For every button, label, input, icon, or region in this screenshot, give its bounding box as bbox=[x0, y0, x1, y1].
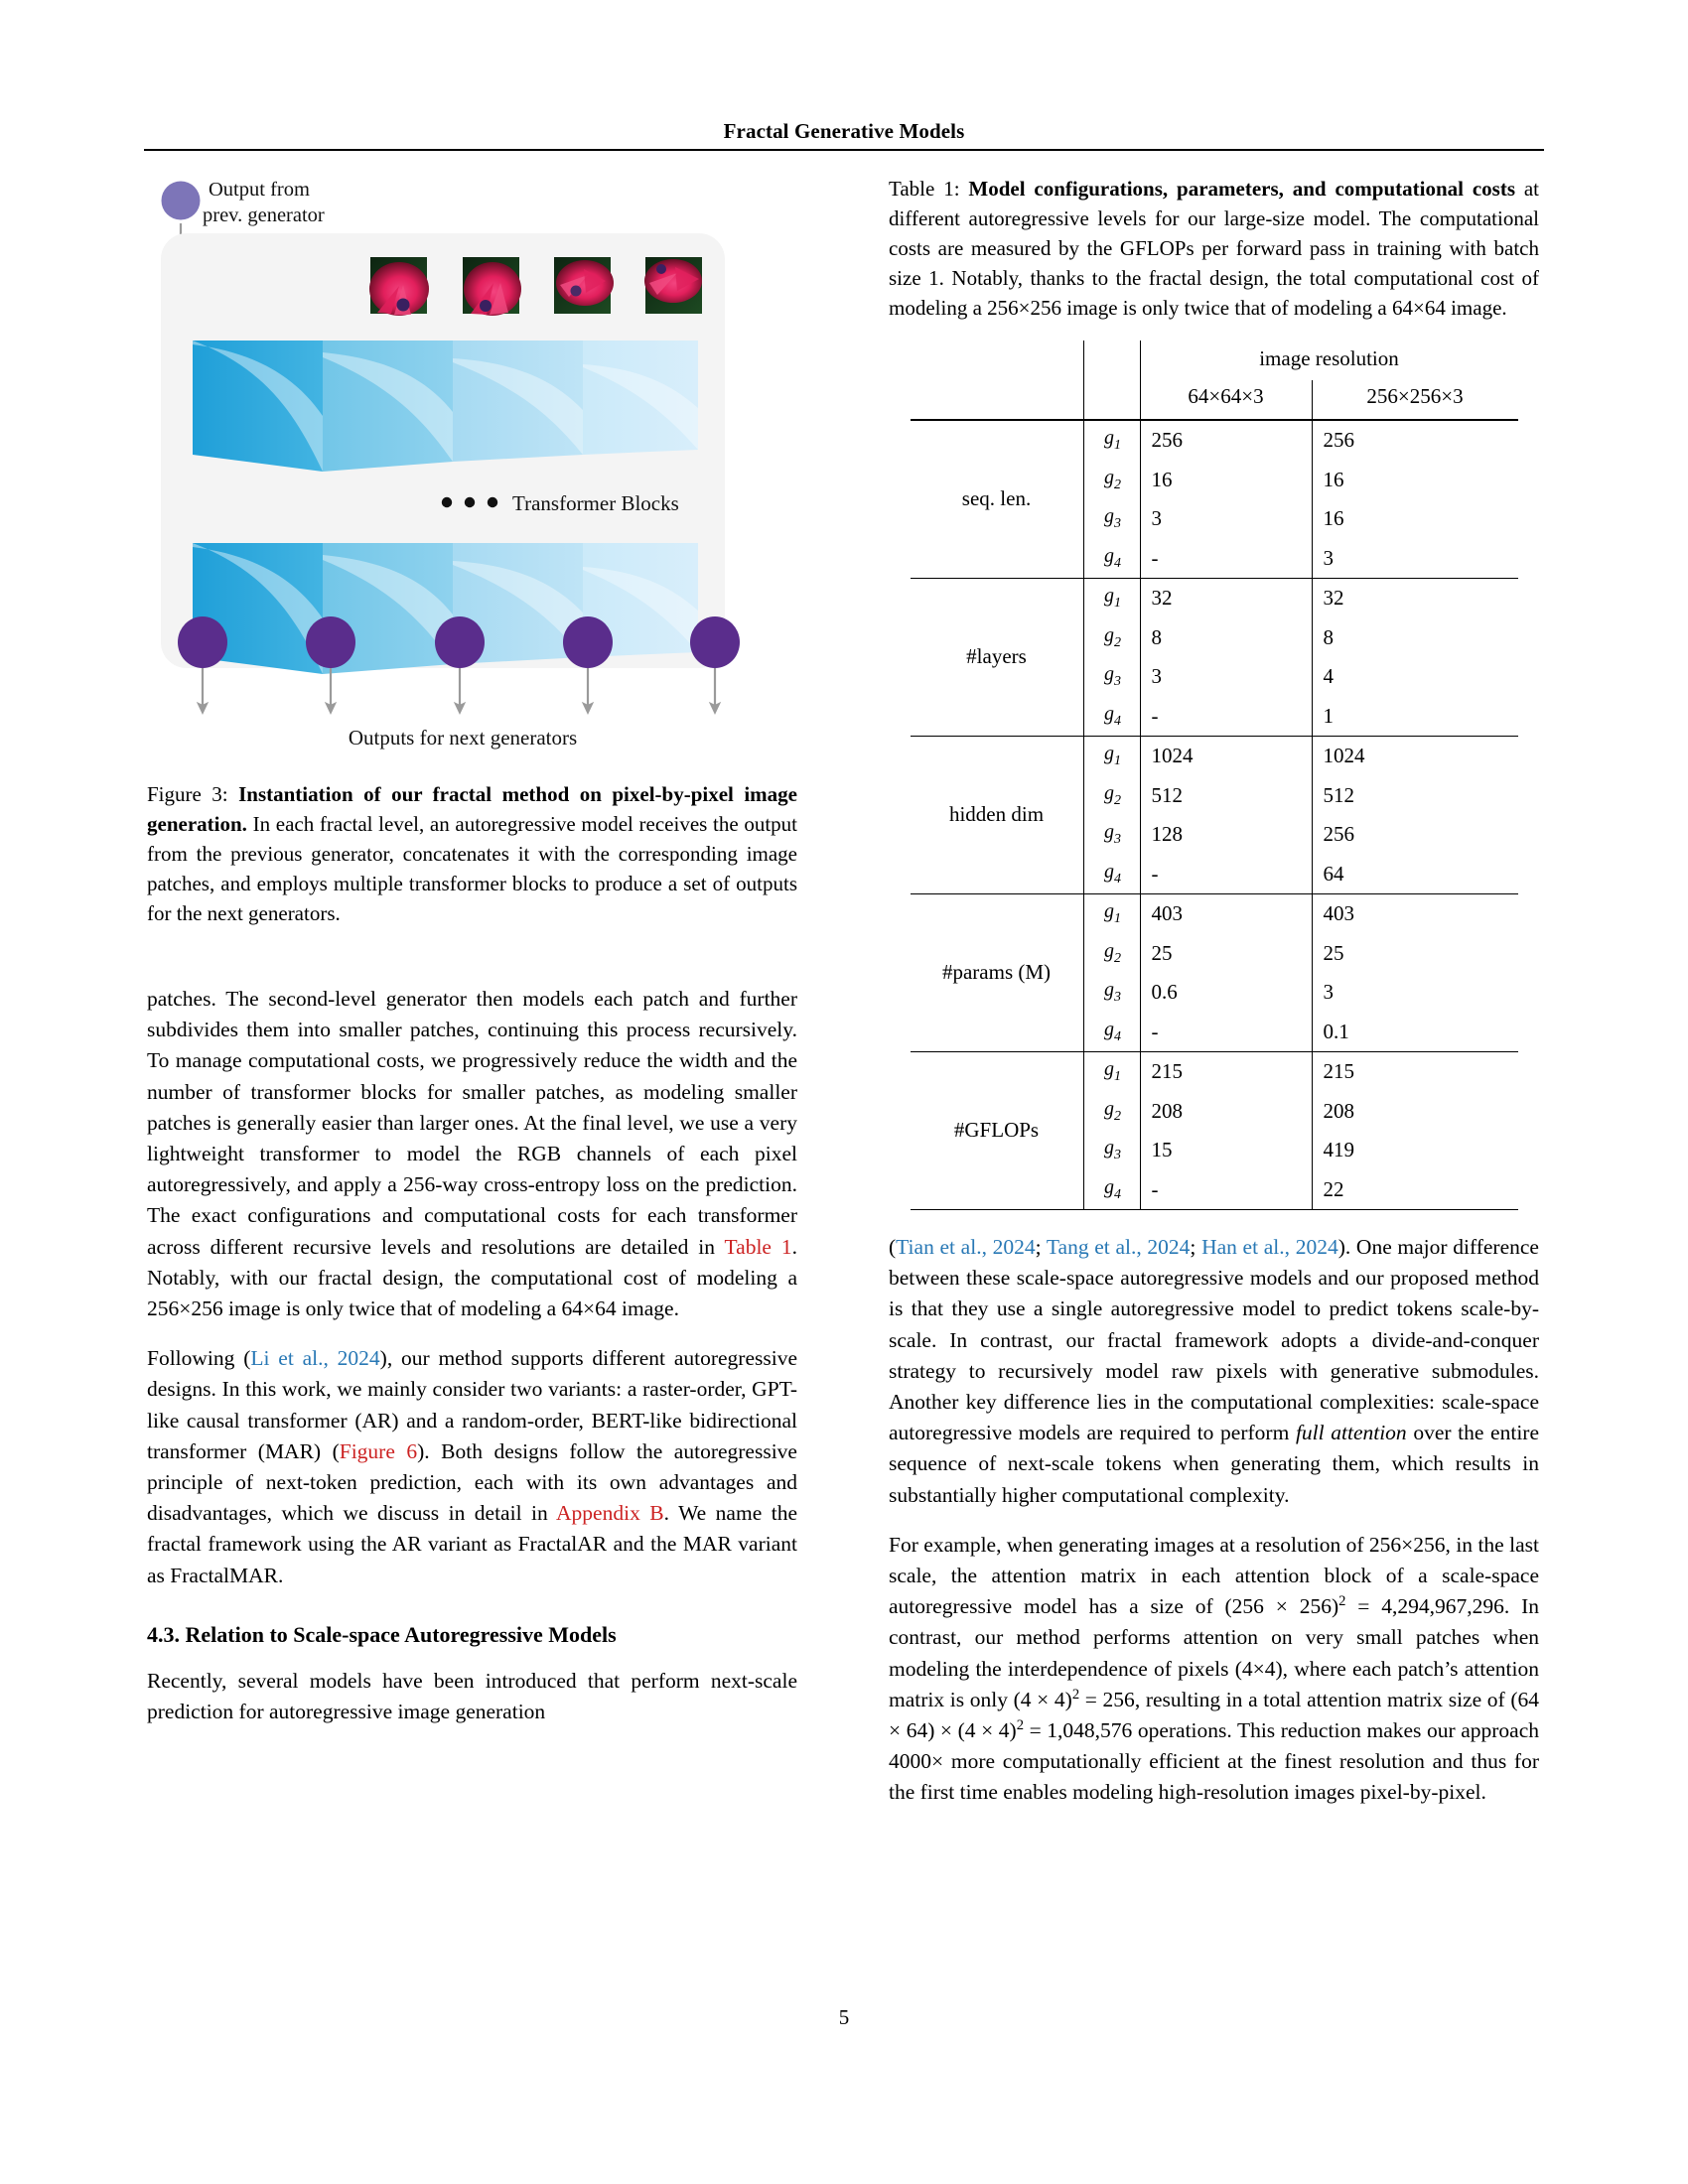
math-1-base: (256 × 256) bbox=[1224, 1594, 1339, 1619]
cell-value: - bbox=[1140, 855, 1312, 894]
left-p2-part-c: ). Both designs follow the autoregressive principle of next-token prediction, each with its own advantages and disadvantages, which we discuss in detail in bbox=[147, 1438, 797, 1526]
table-header-row-resolution bbox=[911, 341, 1518, 380]
right-p2-part-b: . In contrast, our method performs attention on very small patches when modeling the interdependence of pixels (4×4), where each patch’s attention matrix is only bbox=[889, 1594, 1539, 1711]
left-p2-part-d: . We name the fractal framework using the AR variant as FractalAR and the MAR variant as FractalMAR. bbox=[147, 1501, 797, 1587]
cell-value: 4 bbox=[1312, 657, 1518, 697]
cell-value: - bbox=[1140, 697, 1312, 737]
level-label: $g_1$ bbox=[1083, 737, 1140, 776]
image-patch bbox=[463, 257, 521, 316]
citation-li-2024[interactable]: Li et al., 2024 bbox=[250, 1346, 380, 1371]
table-1-reference-link[interactable]: Table 1 bbox=[724, 1234, 792, 1259]
right-p2-part-d: operations. This reduction makes our approach bbox=[1132, 1718, 1539, 1743]
appendix-b-reference-link[interactable]: Appendix B bbox=[556, 1501, 664, 1526]
output-token-circle bbox=[690, 616, 740, 668]
math-3-base: (64 × 64) × (4 × 4) bbox=[889, 1687, 1540, 1743]
emphasis-full-attention: full attention bbox=[1295, 1421, 1407, 1445]
right-p1-open: ( bbox=[889, 1235, 897, 1259]
figure-bottom-label: Outputs for next generators bbox=[348, 726, 578, 750]
right-p2-part-c: , resulting in a total attention matrix size of bbox=[1134, 1687, 1511, 1711]
math-3-exponent: 2 bbox=[1016, 1716, 1024, 1733]
table-row bbox=[911, 1052, 1518, 1092]
row-group-label-params: #params (M) bbox=[911, 894, 1084, 1052]
output-token-circle bbox=[435, 616, 485, 668]
table-superheader: image resolution bbox=[1140, 341, 1518, 380]
image-patch bbox=[369, 257, 429, 316]
cell-value: 8 bbox=[1312, 618, 1518, 658]
cell-value: 512 bbox=[1312, 776, 1518, 816]
input-token-circle bbox=[162, 182, 201, 220]
cell-value: 419 bbox=[1312, 1131, 1518, 1170]
model-configurations-table bbox=[911, 341, 1518, 1210]
level-label: $g_3$ bbox=[1083, 1131, 1140, 1170]
level-label: $g_4$ bbox=[1083, 1013, 1140, 1052]
figure-3 bbox=[147, 174, 797, 769]
cell-value: 32 bbox=[1140, 579, 1312, 618]
left-column bbox=[147, 174, 797, 1746]
level-label: $g_2$ bbox=[1083, 1092, 1140, 1132]
right-p1-part-a: ). One major difference between these scale-space autoregressive models and our proposed method is that they use a single autoregressive model to predict tokens scale-by-scale. In contrast, our fractal framework adopts a divide-and-conquer strategy to recursively model raw pixels with generative submodules. Another key difference lies in the computational complexities: scale-space autoregressive models are required to perform bbox=[889, 1235, 1539, 1445]
right-column bbox=[889, 174, 1539, 1828]
figure-caption-prefix: Figure 3: bbox=[147, 782, 239, 806]
figure-3-diagram bbox=[147, 174, 797, 769]
cell-value: 32 bbox=[1312, 579, 1518, 618]
citation-han-2024[interactable]: Han et al., 2024 bbox=[1201, 1235, 1338, 1259]
figure-caption-body: In each fractal level, an autoregressive model receives the output from the previous generator, concatenates it with the corresponding image patches, and employs multiple transformer blocks to produce a set of outputs for the next generators. bbox=[147, 812, 797, 925]
cell-value: 15 bbox=[1140, 1131, 1312, 1170]
left-paragraph-3: Recently, several models have been introduced that perform next-scale prediction for autoregressive image generation bbox=[147, 1668, 797, 1724]
cell-value: 16 bbox=[1312, 461, 1518, 500]
table-1-container bbox=[889, 341, 1539, 1210]
table-col-header-2: 256×256×3 bbox=[1312, 380, 1518, 420]
level-label: $g_2$ bbox=[1083, 776, 1140, 816]
output-token-circle bbox=[178, 616, 227, 668]
cell-value: 3 bbox=[1312, 973, 1518, 1013]
right-p2-part-a: For example, when generating images at a resolution of 256×256, in the last scale, the attention matrix in each attention block of a scale-space autoregressive model has a size of bbox=[889, 1532, 1539, 1619]
cell-value: 512 bbox=[1140, 776, 1312, 816]
right-paragraph-1 bbox=[889, 1232, 1539, 1511]
table-caption-prefix: Table 1: bbox=[889, 177, 969, 201]
cell-value: 256 bbox=[1140, 420, 1312, 461]
table-caption-title: Model configurations, parameters, and computational costs bbox=[968, 177, 1515, 201]
cell-value: - bbox=[1140, 1013, 1312, 1052]
math-expression-1 bbox=[1224, 1594, 1503, 1618]
left-p1-part-b: . Notably, with our fractal design, the computational cost of modeling a 256×256 image is only twice that of modeling a 64×64 image. bbox=[147, 1234, 797, 1321]
cite-sep: ; bbox=[1190, 1235, 1202, 1259]
cite-sep: ; bbox=[1035, 1235, 1047, 1259]
right-paragraph-2 bbox=[889, 1530, 1539, 1809]
left-paragraph-2 bbox=[147, 1343, 797, 1591]
table-col-header-1: 64×64×3 bbox=[1140, 380, 1312, 420]
section-heading-4-3: 4.3. Relation to Scale-space Autoregressive Models bbox=[147, 1621, 617, 1647]
table-caption-body: at different autoregressive levels for our large-size model. The computational costs are measured by the GFLOPs per forward pass in training with batch size 1. Notably, thanks to the fractal design, the total computational cost of modeling a 256×256 image is only twice that of modeling a 64×64 image. bbox=[889, 177, 1540, 320]
level-label: $g_2$ bbox=[1083, 618, 1140, 658]
transformer-block-band-upper bbox=[193, 341, 698, 472]
right-p1-part-b: over the entire sequence of next-scale tokens when generating them, which results in substantially higher computational complexity. bbox=[889, 1421, 1540, 1507]
cell-value: 64 bbox=[1312, 855, 1518, 894]
level-label: $g_3$ bbox=[1083, 815, 1140, 855]
cell-value: 22 bbox=[1312, 1170, 1518, 1210]
cell-value: 8 bbox=[1140, 618, 1312, 658]
output-token-circle bbox=[306, 616, 355, 668]
cell-value: 256 bbox=[1312, 420, 1518, 461]
table-header-row-columns bbox=[911, 380, 1518, 420]
table-bottom-rule bbox=[911, 1210, 1518, 1211]
cell-value: 403 bbox=[1312, 894, 1518, 934]
level-label: $g_2$ bbox=[1083, 461, 1140, 500]
page-number: 5 bbox=[838, 2005, 850, 2029]
image-patch bbox=[554, 257, 614, 314]
cell-value: 128 bbox=[1140, 815, 1312, 855]
cell-value: - bbox=[1140, 539, 1312, 579]
svg-text:Output from: Output from bbox=[209, 179, 310, 201]
math-expression-4: 4000× bbox=[889, 1749, 944, 1774]
cell-value: 1024 bbox=[1312, 737, 1518, 776]
citation-tang-2024[interactable]: Tang et al., 2024 bbox=[1046, 1235, 1191, 1259]
level-label: $g_3$ bbox=[1083, 973, 1140, 1013]
table-1-caption bbox=[889, 174, 1539, 323]
left-paragraph-1 bbox=[147, 984, 797, 1324]
output-token-circle bbox=[563, 616, 613, 668]
cell-value: 208 bbox=[1312, 1092, 1518, 1132]
cell-value: 403 bbox=[1140, 894, 1312, 934]
row-group-label-layers: #layers bbox=[911, 579, 1084, 737]
math-1-exponent: 2 bbox=[1338, 1593, 1346, 1610]
image-patch bbox=[644, 257, 702, 314]
citation-tian-2024[interactable]: Tian et al., 2024 bbox=[896, 1235, 1036, 1259]
cell-value: 0.1 bbox=[1312, 1013, 1518, 1052]
level-label: $g_2$ bbox=[1083, 934, 1140, 974]
math-expression-2 bbox=[1014, 1688, 1135, 1711]
cell-value: 3 bbox=[1140, 657, 1312, 697]
cell-value: 0.6 bbox=[1140, 973, 1312, 1013]
cell-value: 25 bbox=[1140, 934, 1312, 974]
level-label: $g_4$ bbox=[1083, 855, 1140, 894]
table-row bbox=[911, 737, 1518, 776]
level-label: $g_4$ bbox=[1083, 1170, 1140, 1210]
cell-value: 1 bbox=[1312, 697, 1518, 737]
cell-value: - bbox=[1140, 1170, 1312, 1210]
level-label: $g_1$ bbox=[1083, 1052, 1140, 1092]
cell-value: 3 bbox=[1312, 539, 1518, 579]
cell-value: 3 bbox=[1140, 499, 1312, 539]
level-label: $g_1$ bbox=[1083, 894, 1140, 934]
running-header: Fractal Generative Models bbox=[723, 119, 965, 143]
row-group-label-hidden-dim: hidden dim bbox=[911, 737, 1084, 894]
header-rule bbox=[144, 149, 1544, 151]
table-row bbox=[911, 420, 1518, 461]
math-2-base: (4 × 4) bbox=[1013, 1687, 1072, 1711]
math-2-exponent: 2 bbox=[1071, 1686, 1080, 1703]
table-row bbox=[911, 894, 1518, 934]
row-group-label-seq-len: seq. len. bbox=[911, 420, 1084, 579]
output-arrow-row bbox=[203, 668, 715, 708]
right-p2-part-e: more computationally efficient at the finest resolution and thus for the first time enables modeling high-resolution images pixel-by-pixel. bbox=[889, 1749, 1539, 1805]
left-p2-part-a: Following ( bbox=[147, 1346, 251, 1371]
row-group-label-gflops: #GFLOPs bbox=[911, 1052, 1084, 1210]
left-p2-part-b: ), our method supports different autoregressive designs. In this work, we mainly consider two variants: a raster-order, GPT-like causal transformer (AR) and a random-order, BERT-like bidirectional transformer (MAR) ( bbox=[147, 1346, 797, 1463]
svg-text:prev. generator: prev. generator bbox=[203, 205, 325, 226]
level-label: $g_3$ bbox=[1083, 657, 1140, 697]
figure-3-caption bbox=[147, 779, 797, 928]
level-label: $g_1$ bbox=[1083, 420, 1140, 461]
level-label: $g_4$ bbox=[1083, 539, 1140, 579]
table-row bbox=[911, 579, 1518, 618]
cell-value: 208 bbox=[1140, 1092, 1312, 1132]
cell-value: 215 bbox=[1140, 1052, 1312, 1092]
level-label: $g_4$ bbox=[1083, 697, 1140, 737]
figure-caption-title: Instantiation of our fractal method on pixel-by-pixel image generation. bbox=[147, 782, 797, 836]
svg-text:Transformer Blocks: Transformer Blocks bbox=[512, 491, 679, 515]
level-label: $g_1$ bbox=[1083, 579, 1140, 618]
level-label: $g_3$ bbox=[1083, 499, 1140, 539]
left-p1-part-a: patches. The second-level generator then models each patch and further subdivides them into smaller patches, continuing this process recursively. To manage computational costs, we progressively reduce the width and the number of transformer blocks for smaller patches, as modeling smaller patches is generally easier than larger ones. At the final level, we use a very lightweight transformer to model the RGB channels of each pixel autoregressively, and apply a 256-way cross-entropy loss on the prediction. The exact configurations and computational costs for each transformer across different recursive levels and resolutions are detailed in bbox=[147, 987, 797, 1259]
cell-value: 215 bbox=[1312, 1052, 1518, 1092]
cell-value: 16 bbox=[1312, 499, 1518, 539]
cell-value: 16 bbox=[1140, 461, 1312, 500]
cell-value: 256 bbox=[1312, 815, 1518, 855]
math-3-tail: = 1,048,576 bbox=[1024, 1718, 1133, 1743]
cell-value: 1024 bbox=[1140, 737, 1312, 776]
math-1-tail: = 4,294,967,296 bbox=[1345, 1594, 1504, 1619]
math-2-tail: = 256 bbox=[1079, 1687, 1135, 1711]
figure-6-reference-link[interactable]: Figure 6 bbox=[339, 1438, 418, 1463]
cell-value: 25 bbox=[1312, 934, 1518, 974]
